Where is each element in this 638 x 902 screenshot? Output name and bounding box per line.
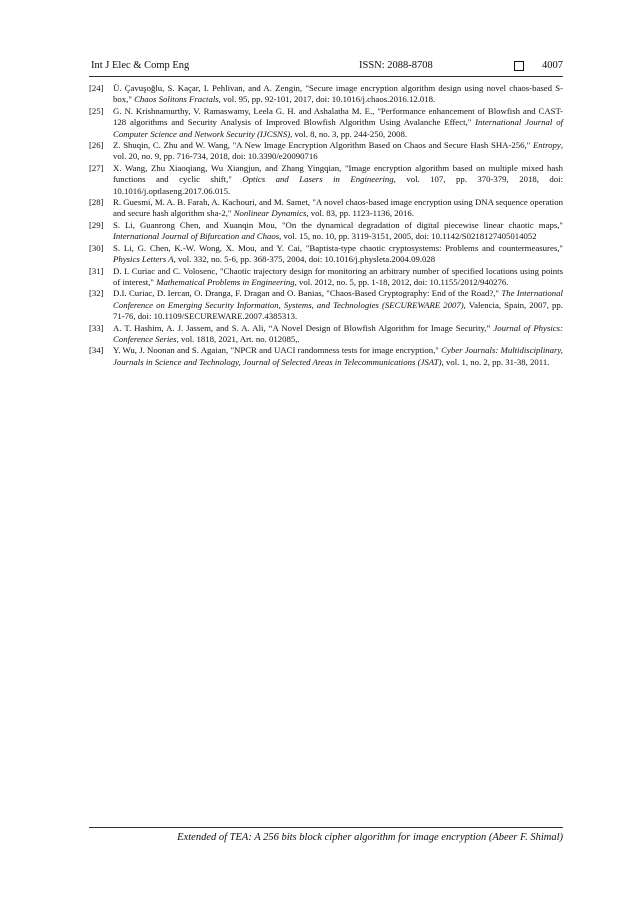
reference-venue: Chaos Solitons Fractals <box>134 94 219 105</box>
reference-number: [32] <box>89 288 104 299</box>
reference-venue: International Journal of Bifurcation and Chaos <box>113 231 280 242</box>
reference-number: [27] <box>89 162 104 173</box>
reference-text: S. Li, G. Chen, K.-W. Wong, X. Mou, and Y. Cai, "Baptista-type chaotic cryptosystems: Problems and countermeasures," <box>113 242 563 253</box>
reference-item <box>89 345 563 368</box>
reference-venue: Physics Letters A <box>113 254 174 265</box>
reference-venue: The International Conference on Emerging Security Information, Systems, and Technologies (SECUREWARE 2007) <box>113 288 563 310</box>
reference-venue: Optics and Lasers in Engineering <box>242 174 394 185</box>
reference-number: [34] <box>89 345 104 356</box>
reference-number: [26] <box>89 140 104 151</box>
reference-list <box>89 83 563 368</box>
reference-text: S. Li, Guanrong Chen, and Xuanqin Mou, "On the dynamical degradation of digital piecewise linear chaotic maps," <box>113 219 563 230</box>
reference-text: G. N. Krishnamurthy, V. Ramaswamy, Leela G. H. and Ashalatha M. E., "Performance enhancement of Blowfish and CAST-128 algorithms and Security Analysis of Improved Blowfish Algorithm Using Avalanche Effect," <box>113 105 563 128</box>
reference-venue: Cyber Journals: Multidisciplinary, Journals in Science and Technology, Journal of Selected Areas in Telecommunications (JSAT) <box>113 345 563 367</box>
reference-text: D. I. Curiac and C. Volosenc, "Chaotic trajectory design for monitoring an arbitrary number of specified locations using points of interest," <box>113 265 563 287</box>
reference-venue: Journal of Physics: Conference Series <box>113 322 563 344</box>
reference-item <box>89 243 563 266</box>
reference-item <box>89 197 563 220</box>
reference-details: , vol. 1818, 2021, Art. no. 012085,. <box>176 333 300 344</box>
reference-details: , vol. 332, no. 5-6, pp. 368-375, 2004, doi: 10.1016/j.physleta.2004.09.028 <box>173 254 436 265</box>
reference-text: R. Guesmi, M. A. B. Farah, A. Kachouri, and M. Samet, "A novel chaos-based image encryption using DNA sequence operation and secure hash algorithm sha-2," <box>113 197 563 219</box>
reference-text: D.I. Curiac, D. Iercan, O. Dranga, F. Dragan and O. Banias, "Chaos-Based Cryptography: End of the Road?," <box>113 288 502 299</box>
reference-item <box>89 266 563 289</box>
running-footer: Extended of TEA: A 256 bits block cipher algorithm for image encryption (Abeer F. Shimal) <box>177 832 563 843</box>
reference-venue: International Journal of Computer Science and Network Security (IJCSNS) <box>113 117 563 139</box>
reference-text: Z. Shuqin, C. Zhu and W. Wang, "A New Image Encryption Algorithm Based on Chaos and Secure Hash SHA-256," <box>113 140 533 151</box>
journal-name: Int J Elec & Comp Eng <box>91 60 190 71</box>
header-rule <box>89 76 563 77</box>
reference-venue: Entropy <box>532 140 561 151</box>
issn: ISSN: 2088-8708 <box>359 60 433 71</box>
reference-details: , vol. 107, pp. 370-379, 2018, doi: 10.1016/j.optlaseng.2017.06.015. <box>113 174 564 196</box>
reference-text: A. T. Hashim, A. J. Jassem, and S. A. Ali, “A Novel Design of Blowfish Algorithm for Image Security,” <box>113 322 494 333</box>
reference-number: [25] <box>89 105 104 116</box>
reference-number: [28] <box>89 197 104 208</box>
reference-details: , vol. 8, no. 3, pp. 244-250, 2008. <box>290 128 408 139</box>
reference-text: Y. Wu, J. Noonan and S. Agaian, "NPCR and UACI randomness tests for image encryption," <box>113 345 442 356</box>
footer-rule <box>89 827 563 828</box>
reference-details: , vol. 20, no. 9, pp. 716-734, 2018, doi: 10.3390/e20090716 <box>113 140 563 162</box>
reference-details: , Valencia, Spain, 2007, pp. 71-76, doi: 10.1109/SECUREWARE.2007.4385313. <box>113 299 563 322</box>
running-header <box>89 58 563 74</box>
reference-item <box>89 106 563 140</box>
reference-details: , vol. 15, no. 10, pp. 3119-3151, 2005, doi: 10.1142/S0218127405014052 <box>279 231 537 242</box>
reference-item <box>89 323 563 346</box>
reference-details: , vol. 83, pp. 1123-1136, 2016. <box>306 208 414 219</box>
reference-number: [29] <box>89 219 104 230</box>
page-number: 4007 <box>542 60 563 71</box>
reference-number: [24] <box>89 83 104 93</box>
checkbox-square-icon <box>514 61 524 71</box>
reference-item <box>89 140 563 163</box>
reference-number: [33] <box>89 322 104 333</box>
reference-venue: Nonlinear Dynamics <box>233 208 307 219</box>
reference-text: Ü. Çavuşoğlu, S. Kaçar, I. Pehlivan, and A. Zengin, "Secure image encryption algorithm design using novel chaos-based S-box," <box>113 83 563 105</box>
reference-number: [30] <box>89 242 104 253</box>
reference-item <box>89 83 563 106</box>
reference-venue: Mathematical Problems in Engineering <box>156 276 295 287</box>
reference-item <box>89 288 563 322</box>
reference-details: , vol. 95, pp. 92-101, 2017, doi: 10.1016/j.chaos.2016.12.018. <box>218 94 436 105</box>
reference-number: [31] <box>89 265 104 276</box>
reference-details: , vol. 2012, no. 5, pp. 1-18, 2012, doi: 10.1155/2012/940276. <box>294 276 509 287</box>
reference-details: , vol. 1, no. 2, pp. 31-38, 2011. <box>441 356 550 367</box>
reference-text: X. Wang, Zhu Xiaoqiang, Wu Xiangjun, and Zhang Yingqian, "Image encryption algorithm based on multiple mixed hash functions and cyclic shift," <box>113 162 563 185</box>
reference-item <box>89 220 563 243</box>
reference-item <box>89 163 563 197</box>
